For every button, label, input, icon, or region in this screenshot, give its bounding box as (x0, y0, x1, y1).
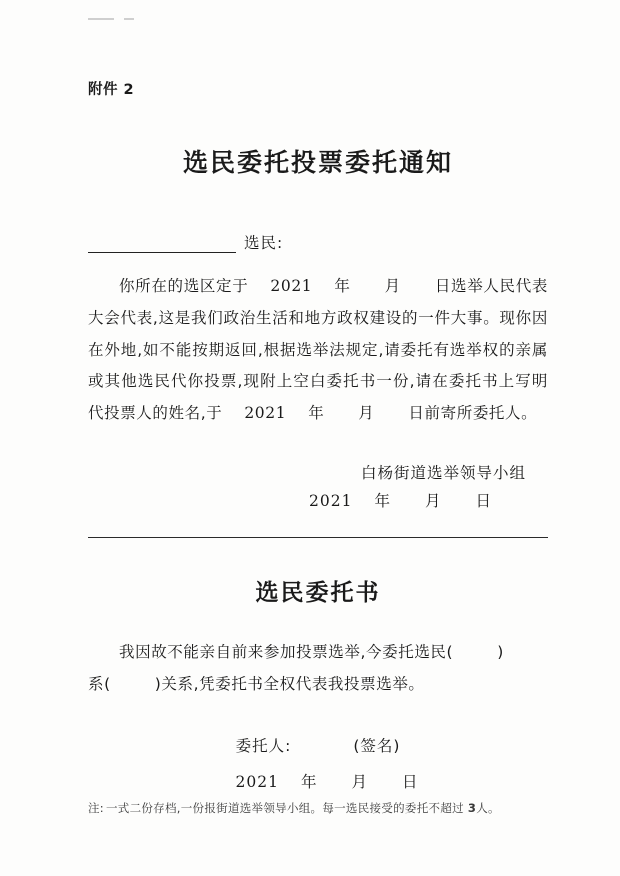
issuer-date-day-label: 日 (475, 491, 492, 510)
proxy-text-b: ) (497, 642, 504, 661)
page-title: 选民委托投票委托通知 (182, 148, 453, 177)
footnote-label: 注: (88, 801, 104, 815)
body-year-1: 2021 (270, 277, 313, 295)
body-text-a: 你所在的选区定于 (119, 277, 249, 295)
proxy-text-a: 我因故不能亲自前来参加投票选举,今委托选民( (119, 642, 454, 661)
issuer-date (88, 489, 548, 511)
body-year-label-1: 年 (334, 277, 351, 295)
body-month-label-1: 月 (384, 277, 401, 295)
footnote-text-b: 人。 (476, 801, 500, 815)
section-divider (88, 537, 548, 538)
section-title-proxy-letter: 选民委托书 (255, 578, 381, 606)
proxy-text-d: )关系,凭委托书全权代表我投票选举。 (154, 674, 425, 693)
proxy-letter-paragraph (88, 637, 548, 701)
proxy-signature-hint: (签名) (353, 737, 401, 756)
proxy-date-line (88, 770, 548, 792)
issuer-date-year-label: 年 (374, 491, 391, 510)
body-year-2: 2021 (244, 404, 287, 423)
proxy-date-year-label: 年 (300, 773, 318, 792)
proxy-signer-label: 委托人: (235, 737, 292, 756)
body-month-label-2: 月 (358, 404, 375, 423)
issuer-date-month-label: 月 (424, 491, 442, 510)
issuer-name: 白杨街道选举领导小组 (360, 463, 526, 482)
proxy-signer-line (88, 734, 548, 756)
scan-artifact-mark (88, 18, 114, 20)
scan-artifact-mark (124, 18, 134, 20)
recipient-name-blank (88, 237, 236, 253)
footnote-text-a: 一式二份存档,一份报街道选举领导小组。每一选民接受的委托不超过 (105, 801, 464, 815)
proxy-date-year: 2021 (235, 773, 279, 792)
proxy-date-month-label: 月 (351, 773, 368, 792)
proxy-text-c: 系( (88, 674, 111, 693)
body-year-label-2: 年 (308, 404, 325, 423)
body-day-label-2: 日 (408, 404, 425, 423)
body-text-c: 前寄所委托人。 (424, 404, 538, 423)
attachment-label: 附件 2 (88, 82, 135, 98)
recipient-line (88, 231, 548, 253)
body-text-b: 日选举人民代表大会代表,这是我们政治生活和地方政权建设的一件大事。现你因在外地,如不能按期返回,根据选举法规定,请委托有选举权的亲属或其他选民代你投票,现附上空白委托书一份,请在委托书上写明代投票人的姓名,于 (88, 277, 548, 423)
document-content (88, 78, 548, 792)
issuer-date-year: 2021 (309, 491, 353, 510)
footnote-count: 3 (467, 801, 477, 815)
recipient-suffix: 选民: (244, 234, 284, 252)
footnote (88, 798, 548, 819)
notice-body-paragraph (88, 271, 548, 430)
proxy-date-day-label: 日 (401, 773, 419, 792)
